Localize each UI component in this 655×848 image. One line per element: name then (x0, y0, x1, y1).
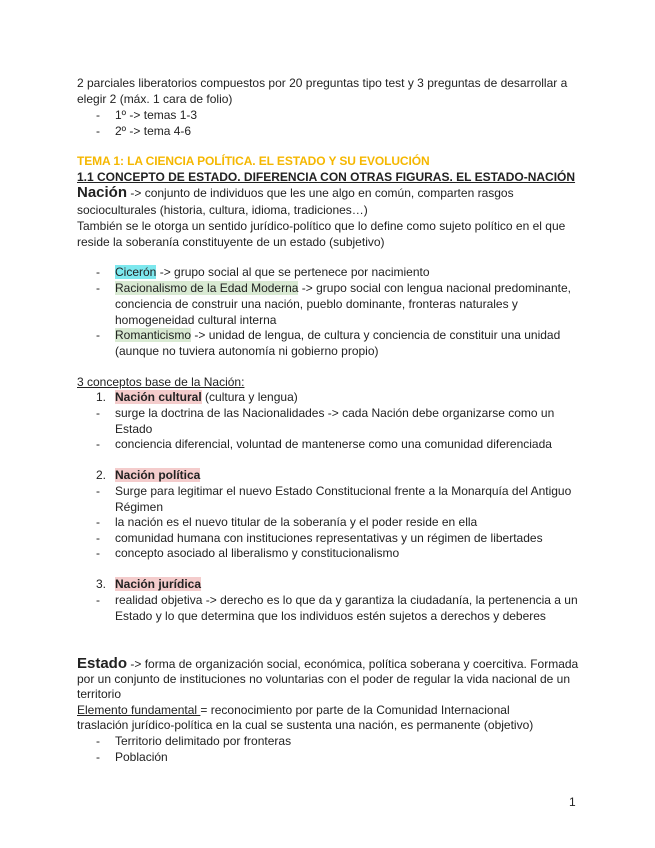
racionalismo-text-1: -> grupo social con lengua nacional predominante, (298, 281, 571, 295)
section-title: 1.1 CONCEPTO DE ESTADO. DIFERENCIA CON OTRAS FIGURAS. EL ESTADO-NACIÓN (77, 170, 576, 184)
elemento-fundamental-text: = reconocimiento por parte de la Comunidad Internacional (200, 703, 510, 717)
bullet-dash: - (96, 108, 100, 122)
ciceron-text: -> grupo social al que se pertenece por nacimiento (156, 265, 430, 279)
juridica-bullet-1b: Estado y lo que determina que los individuos estén sujetos a derechos y deberes (115, 609, 546, 623)
page-number: 1 (569, 795, 576, 809)
bullet-dash: - (96, 437, 100, 451)
estado-fund-2: traslación jurídico-política en la cual se sustenta una nación, es permanente (objetivo) (77, 718, 534, 732)
estado-bullet-2: Población (115, 750, 168, 764)
politica-bullet-4: concepto asociado al liberalismo y constitucionalismo (115, 546, 400, 560)
nacion-politica-item (115, 468, 200, 484)
list-number: 1. (96, 390, 107, 404)
intro-bullet-2: 2º -> tema 4-6 (115, 124, 192, 138)
bullet-dash: - (96, 265, 100, 279)
intro-bullet-1: 1º -> temas 1-3 (115, 108, 198, 122)
bullet-dash: - (96, 750, 100, 764)
intro-line-1: 2 parciales liberatorios compuestos por 20 preguntas tipo test y 3 preguntas de desarrollar a (77, 76, 568, 90)
elemento-fundamental-line (77, 703, 510, 719)
politica-bullet-1b: Régimen (115, 500, 164, 514)
juridica-bullet-1a: realidad objetiva -> derecho es lo que da y garantiza la ciudadanía, la pertenencia a un (115, 593, 578, 607)
cultural-bullet-2: conciencia diferencial, voluntad de mantenerse como una comunidad diferenciada (115, 437, 552, 451)
politica-bullet-2: la nación es el nuevo titular de la soberanía y el poder reside en ella (115, 515, 478, 529)
nacion-juridica-item (115, 577, 201, 593)
bullet-dash: - (96, 328, 100, 342)
politica-bullet-3: comunidad humana con instituciones representativas y un régimen de libertades (115, 531, 543, 545)
conceptos-heading: 3 conceptos base de la Nación: (77, 375, 245, 389)
racionalismo-text-3: homogeneidad cultural interna (115, 313, 277, 327)
bullet-dash: - (96, 406, 100, 420)
nacion-cultural-extra: (cultura y lengua) (201, 390, 298, 404)
ciceron-item (115, 265, 430, 281)
romanticismo-term: Romanticismo (115, 328, 192, 342)
nacion-juridica-term: Nación jurídica (115, 577, 202, 591)
nacion-politica-term: Nación política (115, 468, 201, 482)
nacion-term: Nación (77, 184, 128, 201)
list-number: 2. (96, 468, 107, 482)
list-number: 3. (96, 577, 107, 591)
estado-bullet-1: Territorio delimitado por fronteras (115, 734, 292, 748)
nacion-def-3: También se le otorga un sentido jurídico-político que lo define como sujeto político en el que (77, 219, 566, 233)
romanticismo-text-2: (aunque no tuviera autonomía ni gobierno propio) (115, 344, 379, 358)
bullet-dash: - (96, 124, 100, 138)
cultural-bullet-1a: surge la doctrina de las Nacionalidades -> cada Nación debe organizarse como un (115, 406, 555, 420)
bullet-dash: - (96, 515, 100, 529)
romanticismo-text-1: -> unidad de lengua, de cultura y conciencia de constituir una unidad (191, 328, 561, 342)
estado-def-1: -> forma de organización social, económica, política soberana y coercitiva. Formada (127, 657, 579, 671)
politica-bullet-1a: Surge para legitimar el nuevo Estado Constitucional frente a la Monarquía del Antiguo (115, 484, 572, 498)
cultural-bullet-1b: Estado (115, 422, 153, 436)
nacion-cultural-term: Nación cultural (115, 390, 202, 404)
estado-def-2: por un conjunto de instituciones no voluntarias con el poder de regular la vida nacional de un (77, 672, 570, 686)
racionalismo-text-2: conciencia de construir una nación, pueblo dominante, fronteras naturales y (115, 297, 518, 311)
nacion-def-4: reside la soberanía constituyente de un estado (subjetivo) (77, 235, 385, 249)
bullet-dash: - (96, 484, 100, 498)
bullet-dash: - (96, 281, 100, 295)
estado-definition-line-1 (77, 656, 578, 673)
nacion-def-2: socioculturales (historia, cultura, idioma, tradiciones…) (77, 203, 368, 217)
bullet-dash: - (96, 531, 100, 545)
romanticismo-item (115, 328, 560, 344)
estado-def-3: territorio (77, 687, 122, 701)
bullet-dash: - (96, 734, 100, 748)
nacion-definition-line-1 (77, 185, 514, 202)
bullet-dash: - (96, 593, 100, 607)
intro-line-2: elegir 2 (máx. 1 cara de folio) (77, 92, 233, 106)
racionalismo-term: Racionalismo de la Edad Moderna (115, 281, 299, 295)
ciceron-term: Cicerón (115, 265, 157, 279)
elemento-fundamental-label: Elemento fundamental (77, 703, 201, 717)
tema-title: TEMA 1: LA CIENCIA POLÍTICA. EL ESTADO Y SU EVOLUCIÓN (77, 154, 430, 168)
nacion-cultural-item (115, 390, 298, 406)
racionalismo-item (115, 281, 571, 297)
bullet-dash: - (96, 546, 100, 560)
estado-term: Estado (77, 655, 128, 672)
nacion-def-1: -> conjunto de individuos que les une algo en común, comparten rasgos (127, 186, 514, 200)
